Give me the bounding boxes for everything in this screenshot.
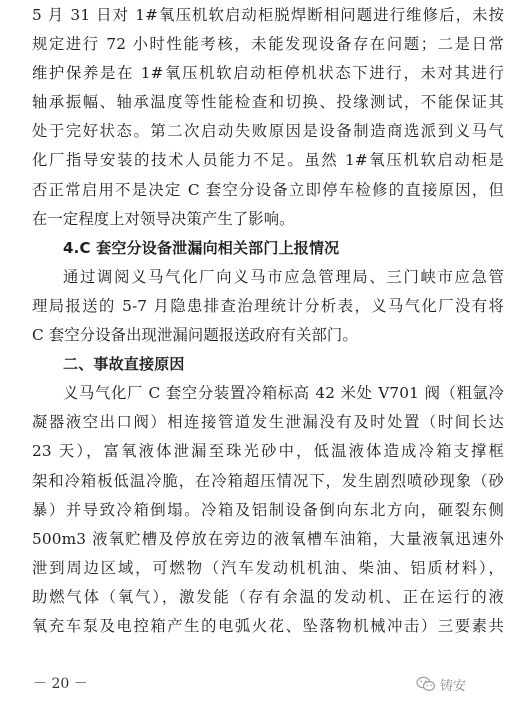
- paragraph-line: 规定进行 72 小时性能考核，未能发现设备存在问题；二是日常: [32, 35, 504, 54]
- wechat-icon: [416, 676, 436, 692]
- paragraph-line: 处于完好状态。第二次启动失败原因是设备制造商选派到义马气: [32, 122, 504, 141]
- paragraph-line: 23 天），富氧液体泄漏至珠光砂中，低温液体造成冷箱支撑框: [32, 442, 504, 461]
- paragraph-line: 泄到周边区域，可燃物（汽车发动机机油、柴油、铝质材料），: [32, 558, 504, 577]
- paragraph-line: 通过调阅义马气化厂向义马市应急管理局、三门峡市应急管: [63, 267, 504, 286]
- paragraph-line: 氧充车泵及电控箱产生的电弧火花、坠落物机械冲击）三要素共: [32, 616, 504, 635]
- paragraph-line: 轴承振幅、轴承温度等性能检查和切换、投缘测试，不能保证其: [32, 93, 504, 112]
- paragraph-line: 助燃气体（氧气），激发能（存有余温的发动机、正在运行的液: [32, 587, 504, 606]
- paragraph-line: 500m3 液氧贮槽及停放在旁边的液氧槽车油箱，大量液氧迅速外: [32, 529, 504, 548]
- section-heading: 二、事故直接原因: [63, 355, 185, 374]
- paragraph-line: 否正常启用不是决定 C 套空分设备立即停车检修的直接原因，但: [32, 180, 504, 199]
- paragraph-line: 维护保养是在 1#氧压机软启动柜停机状态下进行，未对其进行: [32, 64, 504, 83]
- paragraph-line: 化厂指导安装的技术人员能力不足。虽然 1#氧压机软启动柜是: [32, 151, 504, 170]
- paragraph-line: 义马气化厂 C 套空分装置冷箱标高 42 米处 V701 阀（粗氩冷: [63, 384, 504, 403]
- paragraph-line: 架和冷箱板低温冷脆，在冷箱超压情况下，发生剧烈喷砂现象（砂: [32, 471, 504, 490]
- page-number: － 20 －: [33, 676, 88, 692]
- paragraph-line: 理局报送的 5-7 月隐患排查治理统计分析表，义马气化厂没有将: [32, 296, 504, 315]
- paragraph-line: 凝器液空出口阀）相连接管道发生泄漏没有及时处置（时间长达: [32, 413, 504, 432]
- paragraph-line: 在一定程度上对领导决策产生了影响。: [32, 209, 295, 228]
- paragraph-line: 暴）并导致冷箱倒塌。冷箱及铝制设备倒向东北方向，砸裂东侧: [32, 500, 504, 519]
- watermark: [416, 674, 466, 694]
- paragraph-line: 5 月 31 日对 1#氧压机软启动柜脱焊断相问题进行维修后，未按: [32, 6, 504, 24]
- paragraph-line: C 套空分设备出现泄漏问题报送政府有关部门。: [32, 326, 358, 345]
- watermark-text: 铸安: [440, 678, 467, 694]
- section-heading: 4.C 套空分设备泄漏向相关部门上报情况: [63, 238, 340, 257]
- document-body: [32, 1, 504, 641]
